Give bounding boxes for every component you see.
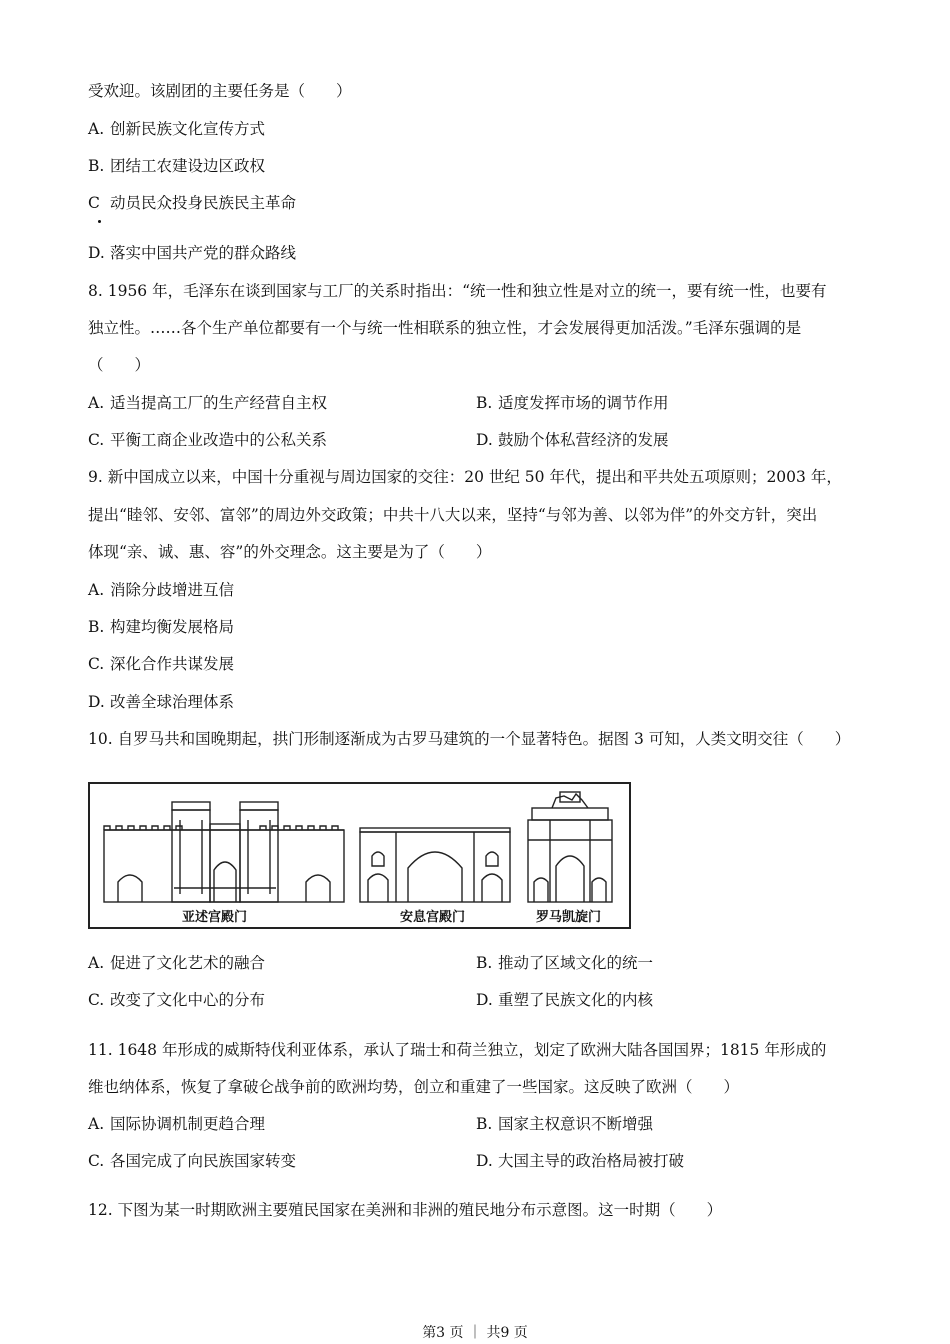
option-text: 平衡工商企业改造中的公私关系 <box>110 431 328 449</box>
option-letter: C. <box>88 991 105 1009</box>
option-letter: A. <box>88 581 105 599</box>
option-text: 适当提高工厂的生产经营自主权 <box>110 394 328 412</box>
option-text: 深化合作共谋发展 <box>110 655 235 673</box>
option-text: 促进了文化艺术的融合 <box>110 954 266 972</box>
q12-stem: 12. 下图为某一时期欧洲主要殖民国家在美洲和非洲的殖民地分布示意图。这一时期（ ） <box>88 1201 723 1219</box>
option-letter: B. <box>476 954 493 972</box>
figure-3-arches <box>88 782 631 929</box>
q8-option-c[interactable] <box>88 430 327 450</box>
option-letter: C. <box>88 655 105 673</box>
assyrian-gate-drawing <box>104 802 344 902</box>
option-text: 落实中国共产党的群众路线 <box>110 244 297 262</box>
stray-dot <box>98 220 101 223</box>
option-text: 消除分歧增进互信 <box>110 581 235 599</box>
option-letter: C <box>88 194 100 212</box>
q11-stem-line-1: 11. 1648 年形成的威斯特伐利亚体系，承认了瑞士和荷兰独立，划定了欧洲大陆各国国界；1815 年形成的 <box>88 1041 827 1059</box>
q8-option-b[interactable] <box>476 393 669 413</box>
q9-stem-line-3: 体现“亲、诚、惠、容”的外交理念。这主要是为了（ ） <box>88 543 492 561</box>
q7-option-a[interactable] <box>88 119 265 139</box>
option-text: 改善全球治理体系 <box>110 693 235 711</box>
option-text: 鼓励个体私营经济的发展 <box>498 431 669 449</box>
option-text: 改变了文化中心的分布 <box>110 991 266 1009</box>
option-text: 各国完成了向民族国家转变 <box>110 1152 297 1170</box>
q10-option-a[interactable] <box>88 953 265 973</box>
option-letter: A. <box>88 954 105 972</box>
option-letter: B. <box>88 157 105 175</box>
option-text: 重塑了民族文化的内核 <box>498 991 654 1009</box>
q9-option-c[interactable] <box>88 654 234 674</box>
q8-option-a[interactable] <box>88 393 327 413</box>
option-text: 动员民众投身民族民主革命 <box>110 194 297 212</box>
option-letter: D. <box>476 431 493 449</box>
q8-stem-line-3: （ ） <box>88 356 151 374</box>
q8-stem-line-2: 独立性。……各个生产单位都要有一个与统一性相联系的独立性，才会发展得更加活泼。”毛泽东强调的是 <box>88 319 802 337</box>
option-letter: A. <box>88 394 105 412</box>
q9-stem-line-1: 9. 新中国成立以来，中国十分重视与周边国家的交往：20 世纪 50 年代，提出和平共处五项原则；2003 年， <box>88 468 842 486</box>
option-letter: B. <box>88 618 105 636</box>
option-letter: D. <box>476 1152 493 1170</box>
q7-option-b[interactable] <box>88 156 265 176</box>
q11-stem-line-2: 维也纳体系，恢复了拿破仑战争前的欧洲均势，创立和重建了一些国家。这反映了欧洲（ ） <box>88 1078 740 1096</box>
option-letter: B. <box>476 394 493 412</box>
option-text: 推动了区域文化的统一 <box>498 954 654 972</box>
q11-option-a[interactable] <box>88 1114 265 1134</box>
q7-option-d[interactable] <box>88 243 296 263</box>
option-letter: D. <box>476 991 493 1009</box>
option-text: 适度发挥市场的调节作用 <box>498 394 669 412</box>
q10-option-d[interactable] <box>476 990 653 1010</box>
q7-option-c[interactable] <box>88 193 296 213</box>
q9-stem-line-2: 提出“睦邻、安邻、富邻”的周边外交政策；中共十八大以来，坚持“与邻为善、以邻为伴”的外交方针，突出 <box>88 506 818 524</box>
roman-arch-drawing <box>528 792 612 902</box>
caption-roman-arch: 罗马凯旋门 <box>536 910 602 925</box>
q9-option-a[interactable] <box>88 580 234 600</box>
option-letter: B. <box>476 1115 493 1133</box>
q9-option-d[interactable] <box>88 692 234 712</box>
q9-option-b[interactable] <box>88 617 234 637</box>
option-text: 国际协调机制更趋合理 <box>110 1115 266 1133</box>
q10-option-c[interactable] <box>88 990 265 1010</box>
option-text: 创新民族文化宣传方式 <box>110 120 266 138</box>
option-letter: C. <box>88 431 105 449</box>
q7-stem-tail: 受欢迎。该剧团的主要任务是（ ） <box>88 82 352 100</box>
option-text: 大国主导的政治格局被打破 <box>498 1152 685 1170</box>
q10-stem: 10. 自罗马共和国晚期起，拱门形制逐渐成为古罗马建筑的一个显著特色。据图 3 可知，人类文明交往（ ） <box>88 730 851 748</box>
q11-option-c[interactable] <box>88 1151 296 1171</box>
q11-option-b[interactable] <box>476 1114 653 1134</box>
q10-option-b[interactable] <box>476 953 653 973</box>
caption-assyrian-gate: 亚述宫殿门 <box>182 910 248 925</box>
q8-stem-line-1: 8. 1956 年，毛泽东在谈到国家与工厂的关系时指出：“统一性和独立性是对立的统一，要有统一性，也要有 <box>88 282 827 300</box>
option-letter: C. <box>88 1152 105 1170</box>
option-letter: A. <box>88 120 105 138</box>
option-letter: D. <box>88 244 105 262</box>
q11-option-d[interactable] <box>476 1151 684 1171</box>
q8-option-d[interactable] <box>476 430 669 450</box>
caption-parthian-gate: 安息宫殿门 <box>400 910 466 925</box>
option-text: 构建均衡发展格局 <box>110 618 235 636</box>
option-letter: D. <box>88 693 105 711</box>
parthian-gate-drawing <box>360 828 510 902</box>
option-text: 团结工农建设边区政权 <box>110 157 266 175</box>
option-letter: A. <box>88 1115 105 1133</box>
page-footer: 第3 页 ｜ 共9 页 <box>422 1325 528 1341</box>
option-text: 国家主权意识不断增强 <box>498 1115 654 1133</box>
